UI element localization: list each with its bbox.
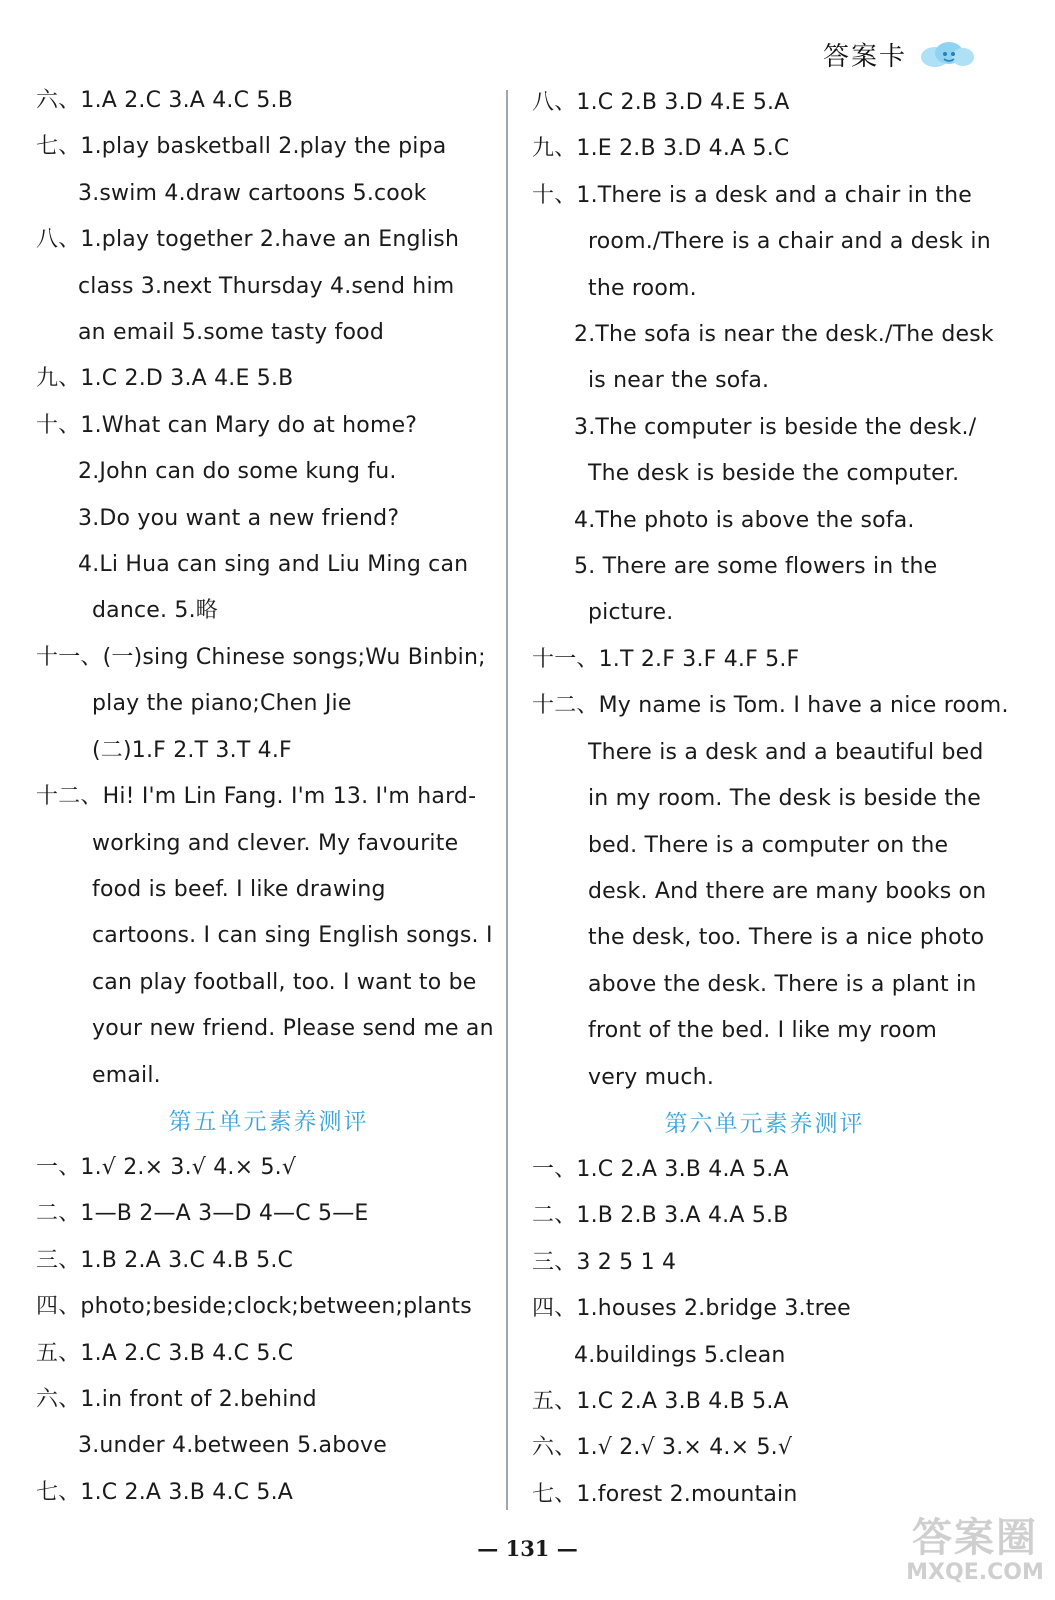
- answer-line: 十、1.There is a desk and a chair in the: [532, 182, 973, 208]
- answer-line: the desk, too. There is a nice photo: [588, 925, 985, 951]
- answer-line: 二、1—B 2—A 3—D 4—C 5—E: [36, 1201, 369, 1227]
- answer-line: The desk is beside the computer.: [588, 461, 960, 487]
- answer-line: 4.Li Hua can sing and Liu Ming can: [78, 552, 469, 578]
- answer-line: 2.John can do some kung fu.: [78, 459, 397, 485]
- answer-line: bed. There is a computer on the: [588, 832, 949, 858]
- answer-line: 五、1.C 2.A 3.B 4.B 5.A: [532, 1388, 789, 1414]
- answer-line: 三、3 2 5 1 4: [532, 1249, 677, 1275]
- answer-line: 九、1.C 2.D 3.A 4.E 5.B: [36, 366, 294, 392]
- answer-line: the room.: [588, 275, 697, 301]
- watermark-top: 答案圈: [912, 1515, 1038, 1561]
- answer-line: 三、1.B 2.A 3.C 4.B 5.C: [36, 1247, 294, 1273]
- answer-line: room./There is a chair and a desk in: [588, 229, 991, 255]
- answer-line: 4.The photo is above the sofa.: [574, 507, 915, 533]
- answer-line: 5. There are some flowers in the: [574, 554, 938, 580]
- answer-line: front of the bed. I like my room: [588, 1018, 938, 1044]
- answer-line: 2.The sofa is near the desk./The desk: [574, 322, 994, 348]
- answer-line: 五、1.A 2.C 3.B 4.C 5.C: [36, 1340, 294, 1366]
- answer-line: email.: [92, 1062, 161, 1088]
- answer-line: 十、1.What can Mary do at home?: [36, 412, 418, 438]
- answer-line: play the piano;Chen Jie: [92, 691, 352, 717]
- answer-line: 一、1.√ 2.× 3.√ 4.× 5.√: [36, 1154, 297, 1180]
- answer-line: 3.Do you want a new friend?: [78, 505, 400, 531]
- answer-line: 十二、Hi! I'm Lin Fang. I'm 13. I'm hard-: [36, 784, 477, 810]
- answer-line: 3.The computer is beside the desk./: [574, 414, 977, 440]
- answer-line: working and clever. My favourite: [92, 830, 459, 856]
- answer-line: 一、1.C 2.A 3.B 4.A 5.A: [532, 1156, 789, 1182]
- answer-line: dance. 5.略: [92, 598, 218, 624]
- answer-line: can play football, too. I want to be: [92, 969, 477, 995]
- answer-line: (二)1.F 2.T 3.T 4.F: [92, 737, 292, 763]
- answer-line: very much.: [588, 1064, 715, 1090]
- answer-line: cartoons. I can sing English songs. I: [92, 923, 493, 949]
- answer-line: 十一、(一)sing Chinese songs;Wu Binbin;: [36, 644, 486, 670]
- answer-line: desk. And there are many books on: [588, 878, 987, 904]
- answer-line: There is a desk and a beautiful bed: [588, 739, 984, 765]
- column-divider: [506, 90, 508, 1510]
- answer-line: 二、1.B 2.B 3.A 4.A 5.B: [532, 1203, 789, 1229]
- answer-line: an email 5.some tasty food: [78, 320, 384, 346]
- answer-line: 九、1.E 2.B 3.D 4.A 5.C: [532, 136, 790, 162]
- watermark-logo: [901, 1516, 1049, 1594]
- answer-line: is near the sofa.: [588, 368, 770, 394]
- right-column: [532, 80, 1009, 1518]
- answer-line: above the desk. There is a plant in: [588, 971, 977, 997]
- answer-line: 十二、My name is Tom. I have a nice room.: [532, 693, 1009, 719]
- answer-line: 八、1.play together 2.have an English: [36, 227, 460, 253]
- answer-line: 七、1.C 2.A 3.B 4.C 5.A: [36, 1479, 294, 1505]
- answer-line: 七、1.play basketball 2.play the pipa: [36, 134, 447, 160]
- answer-line: 3.under 4.between 5.above: [78, 1433, 387, 1459]
- answer-line: 3.swim 4.draw cartoons 5.cook: [78, 180, 427, 206]
- answer-line: 八、1.C 2.B 3.D 4.E 5.A: [532, 90, 790, 115]
- cloud-icon: [917, 40, 975, 70]
- answer-line: in my room. The desk is beside the: [588, 786, 982, 812]
- answer-line: class 3.next Thursday 4.send him: [78, 273, 455, 299]
- left-column: [36, 78, 501, 1516]
- answer-line: picture.: [588, 600, 674, 626]
- section-title: 第六单元素养测评: [664, 1110, 865, 1137]
- answer-line: 七、1.forest 2.mountain: [532, 1481, 798, 1507]
- answer-line: 十一、1.T 2.F 3.F 4.F 5.F: [532, 646, 800, 672]
- answer-line: your new friend. Please send me an: [92, 1016, 494, 1042]
- answer-line: 4.buildings 5.clean: [574, 1342, 786, 1368]
- answer-line: 六、1.A 2.C 3.A 4.C 5.B: [36, 88, 294, 113]
- header: [823, 36, 975, 73]
- answer-line: 四、photo;beside;clock;between;plants: [36, 1294, 472, 1320]
- answer-line: 六、1.√ 2.√ 3.× 4.× 5.√: [532, 1435, 793, 1461]
- header-title: 答案卡: [822, 42, 907, 72]
- answer-line: food is beef. I like drawing: [92, 876, 386, 902]
- watermark-bottom: MXQE.COM: [906, 1560, 1044, 1585]
- section-title: 第五单元素养测评: [168, 1108, 369, 1135]
- answer-line: 四、1.houses 2.bridge 3.tree: [532, 1296, 851, 1322]
- page-number: — 131 —: [477, 1536, 578, 1561]
- answer-line: 六、1.in front of 2.behind: [36, 1386, 317, 1412]
